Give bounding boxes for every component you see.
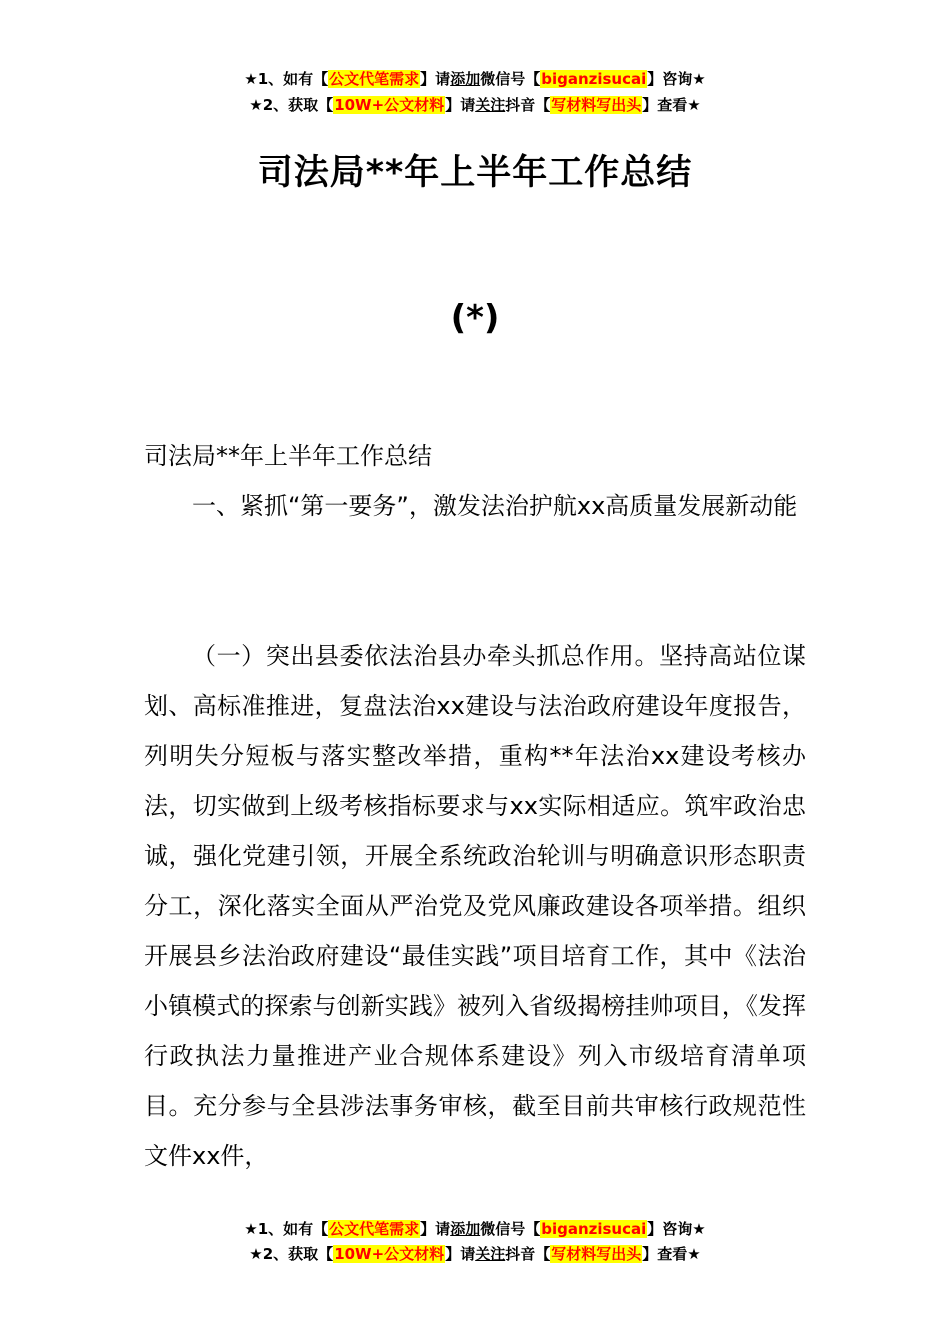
- banner-suffix: 】查看★: [642, 1245, 701, 1263]
- banner-text: 】请: [445, 96, 476, 114]
- footer-banner-line-2: [0, 1243, 950, 1265]
- banner-highlight: 公文代笔需求: [329, 70, 420, 88]
- banner-douyin-id: 写材料写出头: [551, 1245, 642, 1263]
- banner-suffix: 】咨询★: [647, 70, 706, 88]
- banner-text: 微信号【: [480, 1220, 541, 1238]
- document-title: 司法局**年上半年工作总结: [257, 153, 693, 193]
- banner-douyin-id: 写材料写出头: [551, 96, 642, 114]
- banner-suffix: 】咨询★: [647, 1220, 706, 1238]
- banner-text: 抖音【: [505, 1245, 551, 1263]
- banner-underlined-text: 添加: [450, 1220, 481, 1238]
- banner-wechat-id: biganzisucai: [541, 70, 647, 88]
- banner-text: 微信号【: [480, 70, 541, 88]
- banner-prefix: ★2、获取【: [249, 96, 334, 114]
- banner-underlined-text: 关注: [475, 1245, 506, 1263]
- banner-text: 】请: [420, 1220, 451, 1238]
- header-banner-line-1: [0, 68, 950, 90]
- banner-wechat-id: biganzisucai: [541, 1220, 647, 1238]
- document-subtitle: (*): [450, 298, 500, 338]
- section-heading: 一、紧抓“第一要务”，激发法治护航xx高质量发展新动能: [192, 492, 798, 520]
- paragraph-1: （一）突出县委依法治县办牵头抓总作用。坚持高站位谋划、高标准推进，复盘法治xx建设与法治政府建设年度报告，列明失分短板与落实整改举措，重构**年法治xx建设考核办法，切实做到上级考核指标要求与xx实际相适应。筑牢政治忠诚，强化党建引领，开展全系统政治轮训与明确意识形态职责分工，深化落实全面从严治党及党风廉政建设各项举措。组织开展县乡法治政府建设“最佳实践”项目培育工作，其中《法治小镇模式的探索与创新实践》被列入省级揭榜挂帅项目，《发挥行政执法力量推进产业合规体系建设》列入市级培育清单项目。充分参与全县涉法事务审核，截至目前共审核行政规范性文件xx件，: [144, 642, 806, 1170]
- banner-prefix: ★1、如有【: [244, 1220, 329, 1238]
- banner-text: 】请: [445, 1245, 476, 1263]
- header-banner-line-2: [0, 94, 950, 116]
- banner-suffix: 】查看★: [642, 96, 701, 114]
- banner-text: 】请: [420, 70, 451, 88]
- banner-highlight: 公文代笔需求: [329, 1220, 420, 1238]
- banner-underlined-text: 添加: [450, 70, 481, 88]
- banner-highlight: 10W+公文材料: [334, 96, 445, 114]
- banner-highlight: 10W+公文材料: [334, 1245, 445, 1263]
- banner-text: 抖音【: [505, 96, 551, 114]
- footer-banner-line-1: [0, 1218, 950, 1240]
- banner-prefix: ★1、如有【: [244, 70, 329, 88]
- banner-prefix: ★2、获取【: [249, 1245, 334, 1263]
- heading-repeat: 司法局**年上半年工作总结: [144, 442, 432, 470]
- banner-underlined-text: 关注: [475, 96, 506, 114]
